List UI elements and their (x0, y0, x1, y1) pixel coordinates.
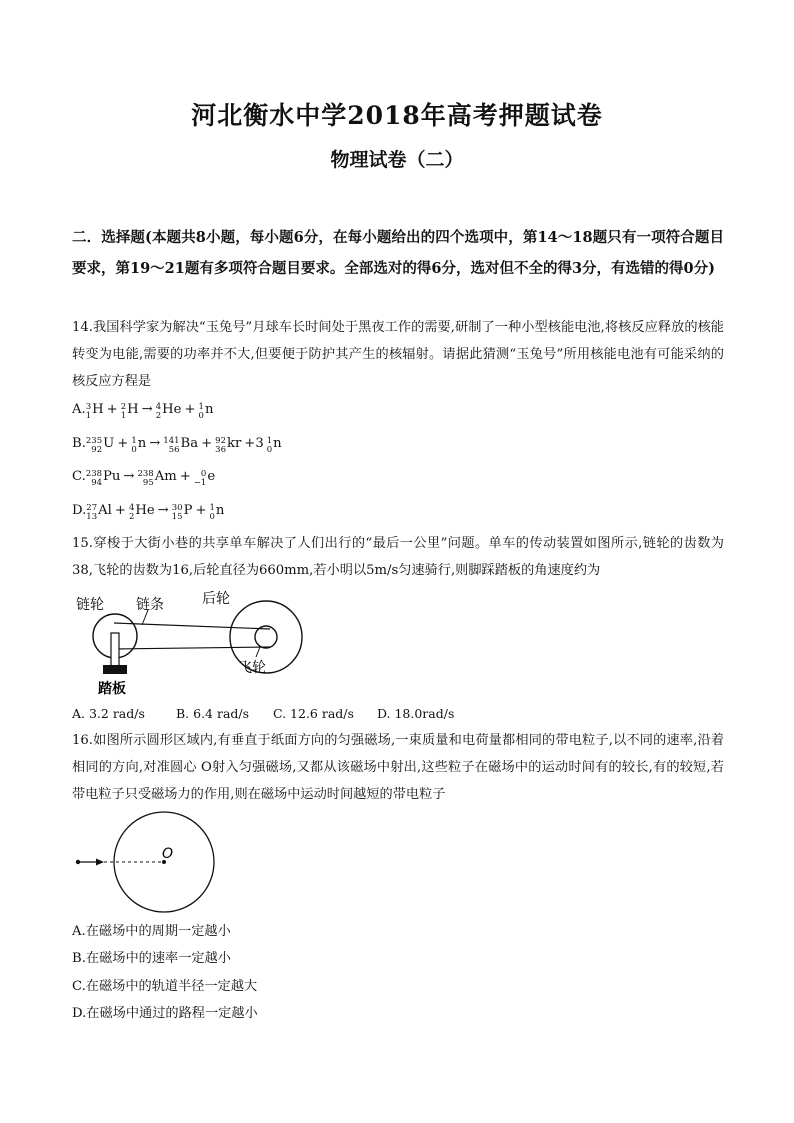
element-symbol: Ba (180, 436, 199, 451)
mass-number: 1 (131, 436, 137, 446)
nuclide-indices (86, 437, 102, 455)
equation-operator: + (114, 503, 126, 518)
bicycle-drive-figure (70, 585, 320, 700)
mass-number: 92 (215, 436, 226, 446)
q14-option-b (72, 433, 282, 455)
equation-operator: → (123, 469, 135, 484)
atomic-number: 0 (131, 445, 137, 455)
nuclide-indices (121, 403, 126, 421)
q16-option-b: B.在磁场中的速率一定越小 (72, 951, 231, 966)
mass-number: 238 (137, 469, 154, 479)
magnetic-field-figure (70, 810, 230, 915)
question-16-stem: 16.如图所示圆形区域内,有垂直于纸面方向的匀强磁场,一束质量和电荷量都相同的带电粒子,以不同的速率,沿着相同的方向,对准圆心 O射入匀强磁场,又都从该磁场中射出,这些粒子在磁场中的运动时间有的较长,有的较短,若带电粒子只受磁场力的作用,则在磁场中运动时间越短的带电粒子 (72, 733, 724, 802)
element-symbol: U (103, 436, 115, 451)
atomic-number: −1 (193, 478, 207, 488)
element-symbol: He (162, 402, 182, 417)
page-title: 河北衡水中学2018年高考押题试卷 (191, 101, 603, 130)
element-symbol: P (183, 503, 193, 518)
q15-option-d: D. 18.0rad/s (376, 706, 455, 721)
question-14-stem: 14.我国科学家为解决“玉兔号”月球车长时间处于黑夜工作的需要,研制了一种小型核能电池,将核反应释放的核能转变为电能,需要的功率并不大,但要便于防护其产生的核辐射。请据此猜测“玉兔号”所用核能电池有可能采纳的核反应方程是 (72, 320, 724, 389)
element-symbol: n (273, 436, 282, 451)
mass-number: 238 (85, 469, 103, 479)
atomic-number: 92 (91, 445, 103, 455)
atomic-number: 56 (168, 445, 180, 455)
label-pedal: 踏板 (98, 681, 126, 697)
element-symbol: e (207, 469, 216, 484)
nuclide-indices (210, 504, 215, 522)
element-symbol: n (204, 402, 214, 417)
question-15-options (72, 706, 454, 721)
equation-operator: + (195, 503, 207, 518)
atomic-number: 36 (215, 445, 226, 455)
element-symbol: Al (98, 503, 112, 518)
mass-number: 141 (163, 436, 180, 446)
atomic-number: 0 (198, 411, 204, 421)
velocity-arrowhead (96, 859, 104, 866)
element-symbol: Am (154, 469, 177, 484)
nuclide-indices (156, 403, 161, 421)
mass-number: 1 (198, 402, 204, 412)
q15-option-c: C. 12.6 rad/s (272, 706, 354, 721)
q14-option-d (72, 500, 224, 522)
nuclide-indices (137, 470, 153, 488)
q16-option-d: D.在磁场中通过的路程一定越小 (72, 1006, 258, 1021)
crank-arm (111, 633, 119, 667)
center-label: O (162, 846, 174, 862)
q15-option-b: B. 6.4 rad/s (175, 706, 250, 721)
label-flywheel: 飞轮 (238, 660, 266, 676)
mass-number: 4 (155, 402, 162, 412)
nuclide-indices (172, 504, 183, 522)
nuclide-indices (215, 437, 226, 455)
mass-number: 235 (85, 436, 103, 446)
atomic-number: 2 (155, 411, 162, 421)
atomic-number: 13 (86, 512, 98, 522)
mass-number: 0 (200, 469, 207, 479)
nuclide-indices (163, 437, 179, 455)
page-subtitle: 物理试卷（二） (330, 149, 464, 171)
chain-lower-line (114, 647, 270, 649)
equation-operator: → (157, 503, 169, 518)
atomic-number: 2 (128, 512, 135, 522)
mass-number: 1 (209, 503, 215, 513)
atomic-number: 1 (120, 411, 127, 421)
mass-number: 1 (266, 436, 273, 446)
nuclide-indices (86, 403, 91, 421)
label-chain: 链条 (136, 597, 164, 613)
q14-option-a (72, 399, 213, 421)
equation-operator: + (201, 436, 213, 451)
element-symbol: kr (226, 436, 242, 451)
element-symbol: n (137, 436, 147, 451)
equation-operator: + (179, 469, 191, 484)
nuclide-indices (199, 403, 204, 421)
mass-number: 3 (85, 402, 92, 412)
option-label: D. (72, 503, 87, 518)
option-label: B. (72, 436, 86, 451)
equation-operator: → (149, 436, 161, 451)
atomic-number: 1 (85, 411, 92, 421)
flywheel-label-leader (256, 647, 260, 657)
label-chainring: 链轮 (76, 597, 104, 613)
label-rear-wheel: 后轮 (202, 591, 230, 607)
option-label: A. (72, 402, 86, 417)
mass-number: 30 (171, 503, 183, 513)
q16-option-c: C.在磁场中的轨道半径一定越大 (72, 979, 258, 994)
question-15-stem: 15.穿梭于大街小巷的共享单车解决了人们出行的“最后一公里”问题。单车的传动装置如图所示,链轮的齿数为38,飞轮的齿数为16,后轮直径为660mm,若小明以5m/s匀速骑行,则脚踩踏板的角速度约为 (72, 536, 724, 578)
nuclide-indices (86, 470, 102, 488)
atomic-number: 94 (91, 478, 103, 488)
mass-number: 2 (120, 402, 127, 412)
q14-option-c (72, 466, 215, 488)
equation-operator: + (117, 436, 129, 451)
mass-number: 27 (86, 503, 98, 513)
atomic-number: 0 (266, 445, 273, 455)
atomic-number: 95 (142, 478, 154, 488)
nuclide-indices (194, 470, 207, 488)
equation-operator: → (141, 402, 153, 417)
q15-option-a: A. 3.2 rad/s (72, 706, 145, 721)
equation-operator: + (106, 402, 118, 417)
nuclide-indices (267, 437, 272, 455)
element-symbol: n (215, 503, 225, 518)
element-symbol: Pu (103, 469, 121, 484)
element-symbol: He (135, 503, 155, 518)
mass-number: 4 (128, 503, 135, 513)
atomic-number: 15 (171, 512, 183, 522)
atomic-number: 0 (209, 512, 215, 522)
chain-upper-line (114, 623, 270, 629)
pedal-shape (103, 665, 127, 674)
nuclide-indices (131, 437, 136, 455)
element-symbol: H (127, 402, 139, 417)
option-label: C. (72, 469, 86, 484)
nuclide-indices (86, 504, 97, 522)
equation-operator: +3 (244, 436, 264, 451)
element-symbol: H (92, 402, 104, 417)
q16-option-a: A.在磁场中的周期一定越小 (72, 924, 231, 939)
nuclide-indices (129, 504, 134, 522)
section-instructions: 二．选择题(本题共8小题，每小题6分，在每小题给出的四个选项中，第14～18题只有一项符合题目要求，第19～21题有多项符合题目要求。全部选对的得6分，选对但不全的得3分，有选错的得0分) (72, 229, 724, 277)
equation-operator: + (184, 402, 196, 417)
